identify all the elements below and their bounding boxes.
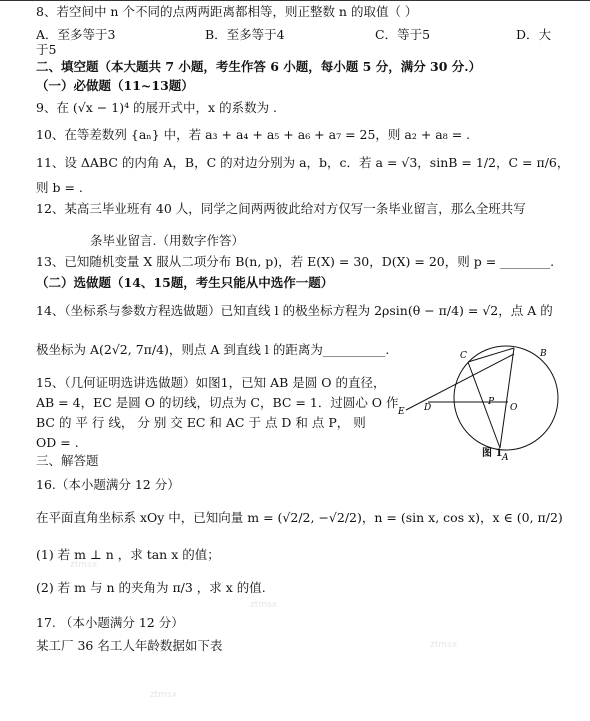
q15-line4: OD = .	[36, 435, 79, 450]
section2-sub2: （二）选做题（14、15题，考生只能从中选作一题）	[36, 275, 334, 290]
q17-head: 17. （本小题满分 12 分）	[36, 615, 184, 630]
q16-head: 16.（本小题满分 12 分）	[36, 477, 180, 492]
q10: 10、在等差数列 {aₙ} 中，若 a₃ + a₄ + a₅ + a₆ + a₇ = 25，则 a₂ + a₈ = .	[36, 127, 471, 142]
q15-line2: AB = 4，EC 是圆 O 的切线，切点为 C，BC = 1．过圆心 O 作	[36, 395, 399, 410]
chord-cb	[468, 348, 514, 362]
q12-cont: 条毕业留言.（用数字作答）	[90, 233, 244, 248]
label-d: D	[424, 403, 432, 413]
q8-option-d: D．大	[516, 27, 552, 42]
label-b: B	[540, 349, 547, 359]
label-o: O	[510, 403, 518, 413]
section2-sub1: （一）必做题（11~13题）	[36, 78, 194, 93]
figure-caption: 图 1	[482, 448, 503, 459]
top-rule	[0, 0, 590, 1]
q16-line1: 在平面直角坐标系 xOy 中，已知向量 m = (√2/2, −√2/2)，n = (sin x, cos x)，x ∈ (0, π/2)	[36, 510, 563, 525]
q8-option-d-cont: 于5	[36, 42, 57, 57]
q15-line1: 15、（几何证明选讲选做题）如图1，已知 AB 是圆 O 的直径，	[36, 375, 386, 390]
q11-cont: 则 b = .	[36, 180, 83, 195]
section2-title: 二、填空题（本大题共 7 小题，考生作答 6 小题，每小题 5 分，满分 30 分.）	[36, 59, 482, 74]
q15-line3: BC 的 平 行 线， 分 别 交 EC 和 AC 于 点 D 和 点 P， 则	[36, 415, 366, 430]
label-a: A	[502, 453, 509, 463]
q11: 11、设 ΔABC 的内角 A，B，C 的对边分别为 a，b，c．若 a = √3，sinB = 1/2，C = π/6，	[36, 155, 570, 170]
q8-option-a: A．至多等于3	[36, 27, 116, 42]
diameter-ab	[500, 348, 514, 448]
watermark: ztmsx	[250, 600, 278, 610]
label-e: E	[398, 407, 405, 417]
q17-line1: 某工厂 36 名工人年龄数据如下表	[36, 638, 223, 653]
q16-line2: (1) 若 m ⊥ n ，求 tan x 的值；	[36, 547, 220, 562]
section3-title: 三、解答题	[36, 453, 99, 468]
q8-stem: 8、若空间中 n 个不同的点两两距离都相等，则正整数 n 的取值（ ）	[36, 4, 418, 19]
watermark: ztmsx	[430, 640, 458, 650]
watermark: ztmsx	[70, 560, 98, 570]
watermark: ztmsx	[150, 690, 178, 700]
q9: 9、在 (√x − 1)⁴ 的展开式中，x 的系数为 .	[36, 100, 278, 115]
q12: 12、某高三毕业班有 40 人，同学之间两两彼此给对方仅写一条毕业留言，那么全班共写	[36, 201, 526, 216]
q16-line3: (2) 若 m 与 n 的夹角为 π/3 ，求 x 的值.	[36, 580, 266, 595]
label-p: P	[488, 397, 495, 407]
chord-ac	[468, 362, 500, 448]
q13: 13、已知随机变量 X 服从二项分布 B(n, p)，若 E(X) = 30，D(X) = 20，则 p = ________.	[36, 254, 555, 269]
q14-cont: 极坐标为 A(2√2, 7π/4)，则点 A 到直线 l 的距离为__________.	[36, 342, 390, 357]
q14: 14、（坐标系与参数方程选做题）已知直线 l 的极坐标方程为 2ρsin(θ − π/4) = √2，点 A 的	[36, 303, 553, 318]
label-c: C	[460, 351, 467, 361]
q8-option-c: C．等于5	[375, 27, 431, 42]
q8-option-b: B．至多等于4	[205, 27, 285, 42]
